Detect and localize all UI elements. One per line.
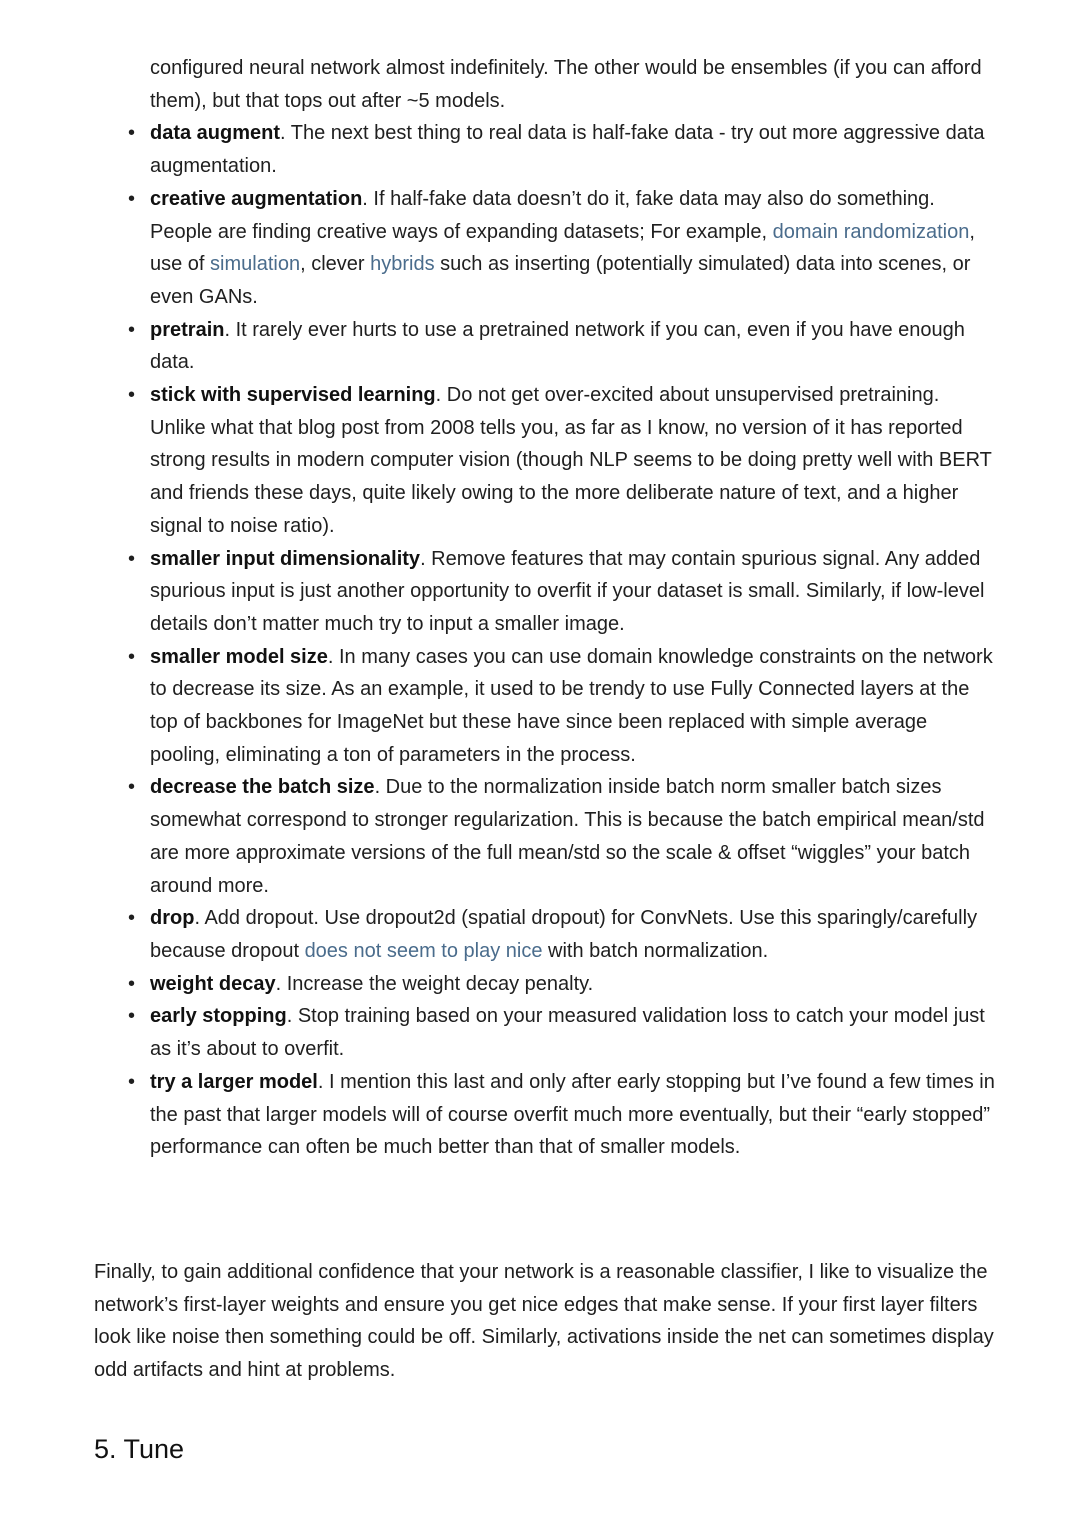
- regularization-tips-list: [128, 52, 995, 1164]
- bullet-icon: •: [128, 972, 136, 995]
- list-item-continuation: [150, 52, 995, 117]
- list-item: [128, 183, 995, 314]
- bullet-icon: •: [128, 384, 136, 407]
- tip-text: . Add dropout. Use dropout2d (spatial dropout) for ConvNets. Use this sparingly/carefully because dropout: [150, 907, 978, 962]
- tip-term: weight decay: [150, 972, 276, 995]
- tip-text: . It rarely ever hurts to use a pretrained network if you can, even if you have enough data.: [150, 318, 965, 374]
- tip-text: . Remove features that may contain spurious signal. Any added spurious input is just another opportunity to overfit if your dataset is small. Similarly, if low-level details don’t matter much try to input a smaller image.: [150, 547, 985, 635]
- tip-term: decrease the batch size: [150, 776, 375, 799]
- tip-term: drop: [150, 907, 195, 930]
- tip-text: . If half-fake data doesn’t do it, fake data may also do something. People are finding creative ways of expanding datasets; For example,: [150, 187, 935, 243]
- tip-term: smaller model size: [150, 645, 328, 668]
- tip-text: , use of: [150, 220, 975, 276]
- list-item: [128, 314, 995, 379]
- bullet-icon: •: [128, 907, 136, 930]
- tip-text: . In many cases you can use domain knowledge constraints on the network to decrease its size. As an example, it used to be trendy to use Fully Connected layers at the top of backbones for ImageNet but these have since been replaced with simple average pooling, eliminating a ton of parameters in the process.: [150, 645, 993, 766]
- tip-text: . Due to the normalization inside batch norm smaller batch sizes somewhat correspond to stronger regularization. This is because the batch empirical mean/std are more approximate versions of the full mean/std so the scale & offset “wiggles” your batch around more.: [150, 776, 985, 897]
- inline-link[interactable]: does not seem to play nice: [304, 939, 543, 962]
- tip-term: early stopping: [150, 1005, 287, 1028]
- tip-term: smaller input dimensionality: [150, 547, 421, 570]
- tip-text: . I mention this last and only after early stopping but I’ve found a few times in the past that larger models will of course overfit much more eventually, but their “early stopped” performance can often be much better than that of smaller models.: [150, 1070, 995, 1159]
- inline-link[interactable]: hybrids: [370, 253, 435, 276]
- list-item: [128, 1066, 995, 1164]
- tip-text: . Increase the weight decay penalty.: [275, 972, 594, 995]
- bullet-icon: •: [128, 547, 136, 570]
- inline-link[interactable]: domain randomization: [772, 220, 970, 243]
- finally-paragraph: Finally, to gain additional confidence that your network is a reasonable classifier, I like to visualize the network’s first-layer weights and ensure you get nice edges that make sense. If your first layer filters look like noise then something could be off. Similarly, activations inside the net can sometimes display odd artifacts and hint at problems.: [94, 1261, 994, 1382]
- tip-term: try a larger model: [150, 1070, 318, 1093]
- bullet-icon: •: [128, 645, 136, 668]
- tip-text: , clever: [300, 253, 371, 276]
- list-item: [128, 117, 995, 182]
- tip-term: pretrain: [150, 318, 225, 341]
- bullet-icon: •: [128, 318, 136, 341]
- tip-text: such as inserting (potentially simulated) data into scenes, or even GANs.: [150, 253, 971, 308]
- list-item: [128, 1000, 995, 1065]
- tip-term: stick with supervised learning: [150, 384, 436, 407]
- bullet-icon: •: [128, 1005, 136, 1028]
- tip-text: . Stop training based on your measured validation loss to catch your model just as it’s about to overfit.: [150, 1005, 985, 1061]
- tip-term: data augment: [150, 122, 281, 145]
- tip-term: creative augmentation: [150, 187, 363, 210]
- list-item: [128, 968, 995, 1001]
- bullet-icon: •: [128, 1070, 136, 1093]
- bullet-icon: •: [128, 776, 136, 799]
- tip-text: . Do not get over-excited about unsupervised pretraining. Unlike what that blog post from 2008 tells you, as far as I know, no version of it has reported strong results in modern computer vision (though NLP seems to be doing pretty well with BERT and friends these days, quite likely owing to the more deliberate nature of text, and a higher signal to noise ratio).: [150, 384, 992, 537]
- inline-link[interactable]: simulation: [210, 253, 301, 276]
- list-item: [128, 379, 995, 543]
- list-item: [128, 902, 995, 967]
- tip-text: . The next best thing to real data is half-fake data - try out more aggressive data augmentation.: [150, 122, 985, 178]
- bullet-icon: •: [128, 122, 136, 145]
- list-item: [128, 641, 995, 772]
- list-item: [128, 543, 995, 641]
- continuation-text: configured neural network almost indefinitely. The other would be ensembles (if you can afford them), but that tops out after ~5 models.: [150, 57, 982, 112]
- list-item: [128, 771, 995, 902]
- tip-text: with batch normalization.: [542, 939, 769, 962]
- bullet-icon: •: [128, 187, 136, 210]
- section-heading-tune: 5. Tune: [94, 1434, 185, 1464]
